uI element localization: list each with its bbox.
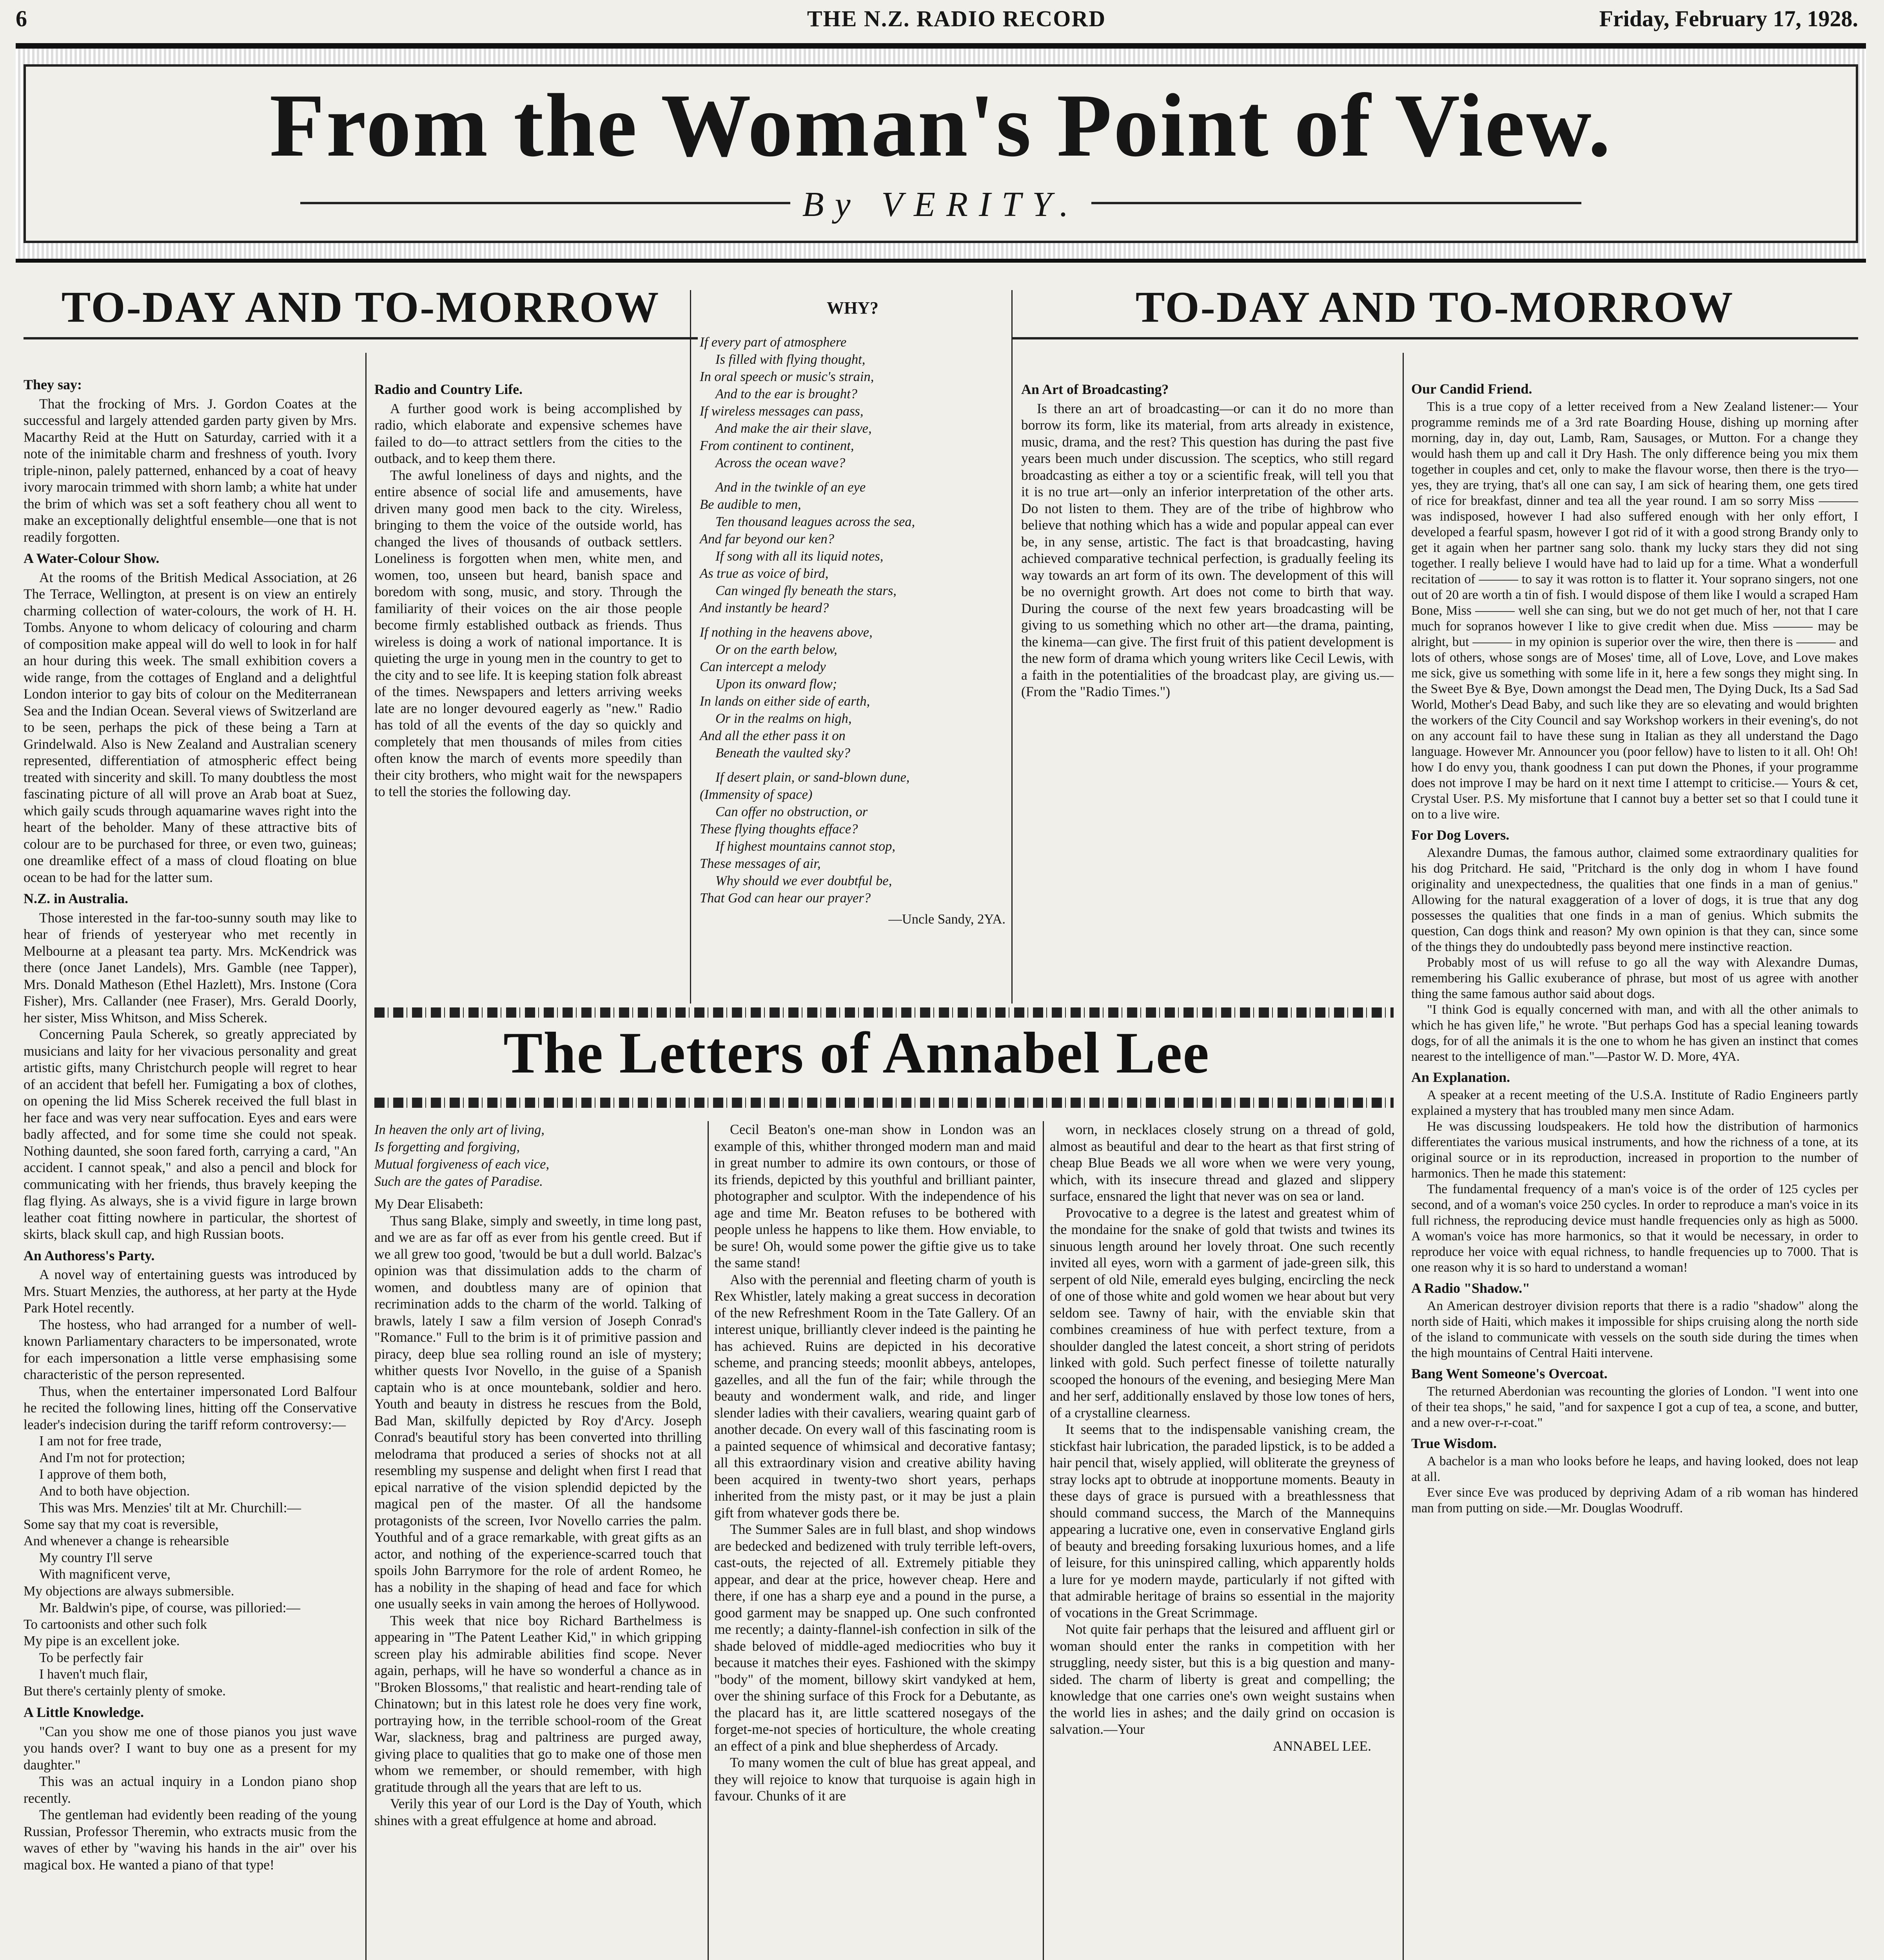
column-rule-1 <box>365 353 367 1960</box>
paragraph: That the frocking of Mrs. J. Gordon Coates at the successful and largely attended garden party given by Mrs. Macarthy Reid at the Hutt on Saturday, carried with it a note of the inimitable charm and freshness of youth. Ivory triple-ninon, palely patterned, enhanced by a coat of heavy ivory marocain trimmed with shorn lamb; a white hat under the brim of which was set a soft feathery chou all went to make an exceptionally delightful ensemble—one that is not readily forgotten. <box>24 396 357 545</box>
ornament-rule-top <box>374 1007 1394 1018</box>
poem-line: Across the ocean wave? <box>715 456 846 470</box>
poem-line: Can winged fly beneath the stars, <box>715 583 897 598</box>
epigraph-line: Is forgetting and forgiving, <box>374 1140 520 1154</box>
stanza-break <box>700 472 1006 479</box>
paragraph: He was discussing loudspeakers. He told how the distribution of harmonics differentiates the various musical instruments, and how the richness of a tone, at its original source or in its reproduction, increased in proportion to the number of harmonics. Then he made this statement: <box>1411 1119 1858 1181</box>
section-byline: By VERITY. <box>802 185 1080 224</box>
newspaper-name: THE N.Z. RADIO RECORD <box>807 6 1106 31</box>
annabel-column-a <box>374 1121 702 1829</box>
paragraph: Probably most of us will refuse to go all the way with Alexandre Dumas, remembering his Gallic exuberance of phrase, but most of us agree with another thing the same famous author said about dogs. <box>1411 955 1858 1001</box>
paragraph: A bachelor is a man who looks before he leaps, and having looked, does not leap at all. <box>1411 1454 1858 1484</box>
subhead-authoress-party: An Authoress's Party. <box>24 1247 155 1263</box>
page-number: 6 <box>16 6 27 31</box>
column-5 <box>1411 376 1858 1516</box>
paragraph: "I think God is equally concerned with man, and with all the other animals to which he has given life," he wrote. "But perhaps God has a special leaning towards dogs, for of all the animals it is the one to whom he has given an instinct that comes nearest to the intelligence of man."—Pastor W. D. More, 4YA. <box>1411 1002 1858 1064</box>
paragraph: To many women the cult of blue has great appeal, and they will rejoice to know that turquoise is again high in favour. Chunks of it are <box>714 1755 1036 1804</box>
paragraph: worn, in necklaces closely strung on a thread of gold, almost as beautiful and dear to the heart as that first string of cheap Blue Beads we all wore when we were very young, which, with its insecure thread and glazed and slippery surface, ensnared the light that never was on sea or land. <box>1050 1122 1395 1204</box>
annabel-signature: ANNABEL LEE. <box>1272 1738 1371 1754</box>
section-banner <box>16 43 1866 263</box>
paragraph: Verily this year of our Lord is the Day of Youth, which shines with a great effulgence at home and abroad. <box>374 1796 702 1828</box>
poem-line: Can offer no obstruction, or <box>715 804 868 819</box>
poem-line: And all the ether pass it on <box>700 728 846 743</box>
verse-line: Some say that my coat is reversible, <box>24 1517 219 1532</box>
paragraph: Thus, when the entertainer impersonated Lord Balfour he recited the following lines, hitting off the Conservative leader's indecision during the tariff reform controversy:— <box>24 1383 357 1432</box>
poem-line: These messages of air, <box>700 856 821 871</box>
epigraph-line: In heaven the only art of living, <box>374 1122 545 1137</box>
left-heading: TO-DAY AND TO-MORROW <box>61 283 660 332</box>
verse-line: I am not for free trade, <box>39 1434 162 1448</box>
paragraph: Ever since Eve was produced by depriving Adam of a rib woman has hindered man from putting on side.—Mr. Douglas Woodruff. <box>1411 1485 1858 1515</box>
annabel-column-c <box>1050 1121 1395 1754</box>
subhead-art-of-broadcasting: An Art of Broadcasting? <box>1021 381 1169 397</box>
running-head <box>16 5 1858 37</box>
poem-line: If wireless messages can pass, <box>700 404 864 419</box>
poem-line: From continent to continent, <box>700 438 854 453</box>
right-heading: TO-DAY AND TO-MORROW <box>1135 283 1734 332</box>
paragraph: The awful loneliness of days and nights, and the entire absence of social life and amusements, have driven many good men back to the city. Wireless, bringing to them the voice of the outside world, has changed the lives of thousands of outback settlers. Loneliness is forgotten when men, white men, and women, too, unseen but heard, banish space and boredom with song, music, and story. Through the familiarity of their voices on the air those people become firmly established outback as friends. Thus wireless is doing a work of national importance. It is quieting the urge in young men in the country to get to the city and to see life. It is keeping station folk abreast of the times. Newspapers and letters arriving weeks late are no longer devoured eagerly as "new." Radio has told of all the events of the day so quickly and completely that men thousands of miles from cities often know the march of events more speedily than their city brothers, who might wait for the newspapers to tell the stories the following day. <box>374 467 682 799</box>
verse-baldwin <box>24 1616 357 1700</box>
paragraph: Cecil Beaton's one-man show in London was an example of this, whither thronged modern man and maid in great number to admire its own contours, or those of its friends, depicted by this youthful and brilliant painter, photographer and sculptor. With the independence of his age and time Mr. Beaton refuses to be bothered with people unless he happens to like them. How enviable, to be sure! Oh, would some power the giftie give us to take the same stand! <box>714 1122 1036 1270</box>
paragraph: The returned Aberdonian was recounting the glories of London. "I went into one of their tea shops," he said, "and for saxpence I got a cup of tea, a scone, and butter, and a new over-r-r-coat." <box>1411 1384 1858 1430</box>
poem-line: And far beyond our ken? <box>700 532 835 546</box>
epigraph-line: Mutual forgiveness of each vice, <box>374 1157 550 1172</box>
verse-line: My pipe is an excellent joke. <box>24 1633 180 1648</box>
verse-line: I approve of them both, <box>39 1467 167 1482</box>
poem-line: Or on the earth below, <box>715 642 837 657</box>
subhead-dog-lovers: For Dog Lovers. <box>1411 827 1510 843</box>
poem-line: If song with all its liquid notes, <box>715 549 884 564</box>
column-1 <box>24 376 357 1873</box>
annabel-rule-2 <box>1043 1121 1044 1960</box>
paragraph: Concerning Paula Scherek, so greatly appreciated by musicians and laity for her vivacious personality and great artistic gifts, many Christchurch people will regret to hear of an accident that befell her. Fumigating a box of clothes, on opening the lid Miss Scherek received the full blast in her face and was very near suffocation. Eyes and ears were badly affected, and for some time she could not speak. Nothing daunted, she soon fared forth, carrying a card, "An accident. I cannot speak," and also a pencil and block for communicating with her friends, thus bravely keeping the flag flying. As always, she is a vivid figure in large brown leather coat fitting nowhere in particular, the shortest of skirts, black skull cap, and high Russian boots. <box>24 1026 357 1242</box>
poem-line: If every part of atmosphere <box>700 335 847 350</box>
paragraph: A further good work is being accomplished by radio, which elaborate and expensive schemes have failed to do—to attract settlers from the cities to the outback, and to keep them there. <box>374 400 682 466</box>
epigraph-line: Such are the gates of Paradise. <box>374 1174 543 1189</box>
section-title: From the Woman's Point of View. <box>269 75 1612 175</box>
kicker: They say: <box>24 377 82 392</box>
column-2-radio-country <box>374 376 682 800</box>
stanza-break <box>700 617 1006 624</box>
paragraph: This is a true copy of a letter received from a New Zealand listener:— Your programme reminds me of a 3rd rate Boarding House, dishing up morning after morning, day in, day out, Lamb, Ram, Sausages, or Mutton. For a change they would hash them up and call it Dry Hash. The only difference being you mix them together in couples and cet, only to make the flavour worse, then there is the tryo—yes, they are trying, that's all one can say, I am sick of hearing them, one gets tired of rice for breakfast, dinner and tea all the year round. I am so sorry Miss ——— was indisposed, however I had also suffered enough with her only effort, I developed a fearful spasm, however I got rid of it with a good strong Brandy only to get it again when her partner sang solo. thank my lucky stars they did not sing together. I really believe I would have had to laid up for a time. What a wonderfull recitation of ——— to say it was rotton is to flatter it. Your soprano singers, not one out of 20 are worth a tin of fish. I would dispose of them like I would a scraped Ham Bone, Miss ——— well she can sing, but we do not get much of her, not that I care much for sopranos however I like to give credit when due. Miss ——— may be alright, but ——— in my opinion is superior over the wire, then there is ——— and lots of others, whose songs are of Moses' time, all of Love, Love, and Love makes me sick, give us something with some life in it, here a few songs they might sing. In the Sweet Bye & Bye, Down amongst the Dead men, The Dying Duck, Its a Sad Sad World, Mother's Dead Baby, and such like they are so elevating and would brighten the workers of the City Council and say Workshop workers in their evening's, do not on any account fail to have these sung in Italian as they all understand the Dago language. However Mr. Announcer you (poor fellow) have to listen to it all. Oh! Oh! how I do envy you, thank goodness I can put down the Phones, if your programme does not improve I may be hard on it next time I attempt to criticise.— Yours & cet, Crystal User. P.S. My misfortune that I cannot buy a better set so that I could tune it on to a live wire. <box>1411 399 1858 822</box>
verse-line: But there's certainly plenty of smoke. <box>24 1683 226 1699</box>
poem-line: Is filled with flying thought, <box>715 352 866 367</box>
poem-line: These flying thoughts efface? <box>700 822 858 837</box>
poem-line: Why should we ever doubtful be, <box>715 873 892 888</box>
poem-line: As true as voice of bird, <box>700 566 829 581</box>
paragraph: Also with the perennial and fleeting charm of youth is Rex Whistler, lately making a great success in decoration of the new Refreshment Room in the Tate Gallery. Of an interest unique, brilliantly clever indeed is the painting he has achieved. Ruins are depicted in his decorative scheme, and prancing steeds; moonlit abbeys, antelopes, gazelles, and all the fun of the fair; while through the beauty and wonderment walk, and ride, and linger slender ladies with their cavaliers, wearing quaint garb of another decade. On every wall of this fascinating room is a painted sequence of whimsical and decorative fantasy; all this extraordinary vision and creative ability having been acquired in twenty-two short years, perhaps inherited from the misty past, or it may be just a plain gift from whatever gods there be. <box>714 1271 1036 1521</box>
poem-line: That God can hear our prayer? <box>700 891 871 906</box>
annabel-title: The Letters of Annabel Lee <box>503 1020 1210 1085</box>
verse-line: To be perfectly fair <box>39 1650 143 1665</box>
paragraph: Not quite fair perhaps that the leisured and affluent girl or woman should enter the ranks in competition with her struggling, needy sister, but this is a big question and many-sided. The charm of liberty is great and compelling; the knowledge that one carries one's own weight sustains when the world lies in ashes; and the daily grind on occasion is salvation.—Your <box>1050 1621 1395 1737</box>
subhead-overcoat: Bang Went Someone's Overcoat. <box>1411 1366 1608 1381</box>
poem-line: Or in the realms on high, <box>715 711 852 726</box>
poem-line: Beneath the vaulted sky? <box>715 746 850 760</box>
subhead-nz-australia: N.Z. in Australia. <box>24 891 129 906</box>
poem-lines <box>700 334 1006 907</box>
poem-why <box>700 298 1006 928</box>
verse-line: My country I'll serve <box>39 1550 152 1565</box>
banner-frame <box>24 64 1858 243</box>
annabel-rule-1 <box>708 1121 709 1960</box>
poem-line: And in the twinkle of an eye <box>715 480 866 495</box>
verse-line: I haven't much flair, <box>39 1667 148 1682</box>
column-rule-4 <box>1403 353 1404 1960</box>
verse-balfour <box>24 1433 357 1499</box>
poem-line: Upon its onward flow; <box>715 677 837 691</box>
paragraph: Provocative to a degree is the latest and greatest whim of the mondaine for the snake of gold that twists and twines its sinuous length around her lovely throat. One such recently invited all eyes, worn with a garment of jade-green silk, this serpent of old Nile, emerald eyes bulging, encircling the neck of one of those white and gold women we hear about but very seldom see. Tawny of hair, with the enviable skin that combines creaminess of hue with perfect texture, from a shoulder dangled the latest conceit, a short string of peridots linked with gold. Such perfect finesse of toilette naturally scooped the honours of the evening, and besieging Mere Man and her serf, additionally enslaved by those low tones of hers, of a crystalline clearness. <box>1050 1205 1395 1421</box>
poem-line: If desert plain, or sand-blown dune, <box>715 770 910 785</box>
subhead-true-wisdom: True Wisdom. <box>1411 1436 1497 1451</box>
poem-line: Be audible to men, <box>700 497 801 512</box>
paragraph: This week that nice boy Richard Barthelmess is appearing in "The Patent Leather Kid," in which gripping screen play his admirable abilities find scope. Never again, perhaps, will he have so wonderful a chance as in "Broken Blossoms," that realistic and heart-rending tale of Chinatown; but in this latest role he does very fine work, portraying how, in the terrible school-room of the Great War, slackness, brag and paltriness are purged away, giving place to qualities that go to make one of those men whom we remember, or should remember, with high gratitude through all the years that are left to us. <box>374 1612 702 1795</box>
poem-line: Ten thousand leagues across the sea, <box>715 514 915 529</box>
paragraph: At the rooms of the British Medical Association, at 26 The Terrace, Wellington, at present is on view an entirely charming collection of water-colours, the work of H. H. Tombs. Anyone to whom delicacy of colouring and charm of composition make appeal will do well to look in for half an hour during this week. The small exhibition covers a wide range, from the cottages of England and a delightful London interior to gay bits of colour on the Mediterranean Sea and the Indian Ocean. Several views of Switzerland are to be seen, perhaps the pick of these being a Tarn at Grindelwald. Also is New Zealand and Australian scenery represented, differentiation of atmospheric effect being treated with sincerity and skill. To many doubtless the most fascinating picture of all will prove an Arab boat at Suez, which gaily scuds through aquamarine waves right into the heart of the beholder. Many of these attractive bits of colour are to be purchased for three, or even two, guineas; one dreamlike effect of a mass of cloud floating on blue ocean to be had for the latter sum. <box>24 569 357 885</box>
poem-title: WHY? <box>827 298 878 318</box>
stanza-break <box>700 762 1006 769</box>
verse-line: And whenever a change is rehearsible <box>24 1534 229 1548</box>
verse-churchill <box>24 1516 357 1600</box>
paragraph: It seems that to the indispensable vanishing cream, the stickfast hair lubrication, the paraded lipstick, is to be added a hair pencil that, wisely applied, will obliterate the greyness of stray locks apt to obtrude at inopportune moments. Beauty in these days of grace is pursued with a breathlessness that should command success, the March of the Mannequins appearing a lucrative one, even in conservative England girls of beauty and breeding forsaking luxurious homes, and a life of leisure, for this uninspired calling, which apparently holds a lure for ye modern mayde, particularly if not gifted with that admirable heritage of brains so essential in the majority of vocations in the Great Scrimmage. <box>1050 1421 1395 1621</box>
paragraph: The hostess, who had arranged for a number of well-known Parliamentary characters to be impersonated, wrote for each impersonation a little verse emphasising some characteristic of the person represented. <box>24 1316 357 1382</box>
subhead-little-knowledge: A Little Knowledge. <box>24 1704 144 1720</box>
verse-line: My objections are always submersible. <box>24 1583 234 1599</box>
paragraph: A novel way of entertaining guests was introduced by Mrs. Stuart Menzies, the authoress, at her party at the Hyde Park Hotel recently. <box>24 1267 357 1316</box>
paragraph: This was an actual inquiry in a London piano shop recently. <box>24 1773 357 1806</box>
annabel-column-b <box>714 1121 1036 1804</box>
byline-rule-right <box>1091 202 1581 204</box>
poem-line: (Immensity of space) <box>700 787 813 802</box>
column-rule-3 <box>1011 290 1013 1004</box>
subhead-water-colour: A Water-Colour Show. <box>24 550 160 566</box>
verse-line: And I'm not for protection; <box>39 1450 185 1465</box>
paragraph: Mr. Baldwin's pipe, of course, was pilloried:— <box>39 1600 301 1615</box>
verse-line: And to both have objection. <box>39 1483 190 1499</box>
issue-date: Friday, February 17, 1928. <box>1599 6 1858 31</box>
paragraph: The fundamental frequency of a man's voice is of the order of 125 cycles per second, and of a woman's voice 250 cycles. In order to reproduce a man's voice in its full richness, the reproducing device must handle frequencies only as high as 5000. A woman's voice has more harmonics, so that it would be necessary, in order to reproduce her voice with equal richness, to handle frequencies up to 7000. That is one reason why it is so hard to understand a woman! <box>1411 1182 1858 1275</box>
poem-line: And to the ear is brought? <box>715 387 857 401</box>
paragraph: Alexandre Dumas, the famous author, claimed some extraordinary qualities for his dog Pritchard. He said, "Pritchard is the only dog in whom I have found originality and unexpectedness, the qualities that one finds in a man of genius." Allowing for the natural exaggeration of a lover of dogs, it is true that any dog possesses the qualities that one finds in a man of genius. Which submits the question, Can dogs think and reason? My own opinion is that they can, since some of the things they do undoubtedly pass beyond mere instinctive reaction. <box>1411 846 1858 954</box>
poem-line: If nothing in the heavens above, <box>700 625 873 640</box>
column-4-art-broadcasting <box>1021 376 1394 700</box>
paragraph: Is there an art of broadcasting—or can it do no more than borrow its form, like its material, from arts already in existence, music, drama, and the rest? This question has during the past five years been much under discussion. The sceptics, who still regard broadcasting as either a toy or a scientific freak, will tell you that it is no true art—only an inferior interpretation of the other arts. Do not listen to them. They are of the tribe of highbrow who believe that nothing which has a wide and popular appeal can ever be, in any sense, artistic. The fact is that broadcasting, having achieved comparative technical perfection, is gradually feeling its way towards an art form of its own. The development of this will be no overnight growth. Art does not come to birth that way. During the course of the next few years broadcasting will be giving to us something which no other art—the drama, painting, the kinema—can give. The first fruit of this patient development is the new form of drama which young writers like Cecil Lewis, with a faith in the potentialities of the broadcast play, are giving us.—(From the "Radio Times.") <box>1021 400 1394 699</box>
poem-signature: —Uncle Sandy, 2YA. <box>888 912 1006 927</box>
paragraph: Those interested in the far-too-sunny south may like to hear of friends of yesteryear who met recently in Melbourne at a pleasant tea party. Mrs. McKendrick was there (once Janet Landels), Mrs. Gamble (nee Tapper), Mrs. Donald Matheson (Ethel Hazlett), Mrs. Instone (Cora Fisher), Mrs. Callander (nee Fraser), Mrs. Gerald Doorly, her sister, Miss Whitson, and Miss Scherek. <box>24 909 357 1025</box>
subhead-radio-shadow: A Radio "Shadow." <box>1411 1280 1530 1296</box>
paragraph: The Summer Sales are in full blast, and shop windows are bedecked and bedizened with truly terrible left-overs, cast-outs, the rejected of all. Extremely pitiable they appear, and dear at the price, however cheap. Here and there, if one has a sharp eye and a pound in the purse, a good garment may be snapped up. One such confronted me recently; a dainty-flannel-ish confection in silk of the shade beloved of middle-aged mediocrities who buy it because it matches their eyes. Fashioned with the skimpy "body" of the moment, billowy skirt vandyked at hem, over the shining surface of this Frock for a Debutante, as the placard has it, are little scattered nosegays of the forget-me-not species of horticulture, the whole creating an effect of a pink and blue shepherdess of Arcady. <box>714 1521 1036 1754</box>
subhead-radio-country-life: Radio and Country Life. <box>374 381 523 397</box>
subhead-candid-friend: Our Candid Friend. <box>1411 381 1532 397</box>
heading-rule-left <box>24 337 698 339</box>
poem-line: Can intercept a melody <box>700 659 826 674</box>
poem-line: And make the air their slave, <box>715 421 872 436</box>
verse-line: With magnificent verve, <box>39 1567 171 1582</box>
paragraph: "Can you show me one of those pianos you just wave you hands over? I want to buy one as a present for my daughter." <box>24 1723 357 1773</box>
paragraph: A speaker at a recent meeting of the U.S.A. Institute of Radio Engineers partly explained a mystery that has troubled many men since Adam. <box>1411 1088 1858 1118</box>
paragraph: Thus sang Blake, simply and sweetly, in time long past, and we are as far off as ever from his gentle creed. But if we all grew too good, 'twould be but a dull world. Balzac's opinion was that dissimulation adds to the charm of women, and doubtless many are of opinion that recrimination adds to the charm of the world. Talking of brawls, lately I saw a film version of Joseph Conrad's "Romance." Full to the brim is it of primitive passion and piracy, deep blue sea rolling round an isle of mystery; whither quests Ivor Novello, in the guise of a Spanish captain who is at once mountebank, soldier and hero. Youth and beauty in distress he rescues from the Bold, Bad Man, skilfully depicted by Roy d'Arcy. Joseph Conrad's beautiful story has been converted into thrilling melodrama that produced a series of shocks not at all resembling my suspense and delight when first I read that epical narrative of the vision splendid depicted by the magical pen of the master. Of all the handsome protagonists of the screen, Ivor Novello carries the palm. Youthful and of a grace remarkable, with great gifts as an actor, and nothing of the experience-scarred touch that spoils John Barrymore for the role of ardent Romeo, he has a nobility in the shaping of head and face for which one usually seeks in vain among the heroes of Hollywood. <box>374 1212 702 1612</box>
salutation: My Dear Elisabeth: <box>374 1196 484 1212</box>
paragraph: This was Mrs. Menzies' tilt at Mr. Churchill:— <box>39 1500 301 1515</box>
column-rule-2 <box>690 290 691 1004</box>
paragraph: The gentleman had evidently been reading of the young Russian, Professor Theremin, who extracts music from the waves of ether by "waving his hands in the air" over his magical box. He wanted a piano of that type! <box>24 1807 357 1873</box>
poem-line: In oral speech or music's strain, <box>700 369 874 384</box>
subhead-explanation: An Explanation. <box>1411 1069 1510 1085</box>
ornament-rule-bottom <box>374 1098 1394 1108</box>
poem-line: And instantly be heard? <box>700 601 829 615</box>
heading-rule-right <box>1011 337 1858 339</box>
poem-line: If highest mountains cannot stop, <box>715 839 896 854</box>
verse-line: To cartoonists and other such folk <box>24 1617 207 1632</box>
paragraph: An American destroyer division reports that there is a radio "shadow" along the north side of Haiti, which makes it impossible for ships cruising along the north side of the island to communicate with vessels on the south side during the times when the high mountains of Central Haiti intervene. <box>1411 1299 1858 1360</box>
poem-line: In lands on either side of earth, <box>700 694 870 709</box>
annabel-epigraph <box>374 1121 702 1190</box>
